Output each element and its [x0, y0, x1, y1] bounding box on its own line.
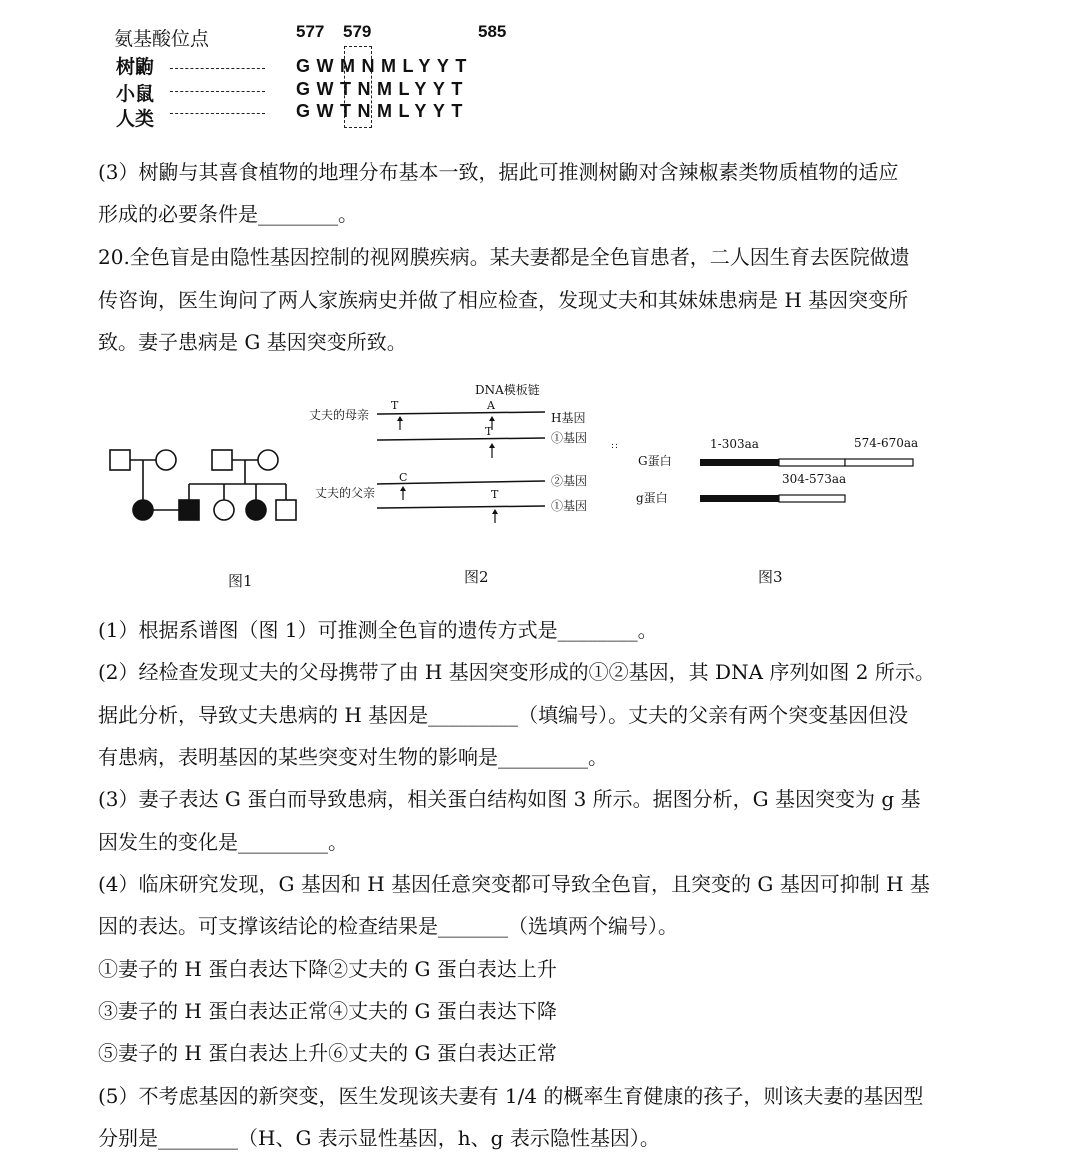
q20-intro-line1: 20.全色盲是由隐性基因控制的视网膜疾病。某夫妻都是全色盲患者，二人因生育去医院做遗: [98, 245, 910, 269]
gene1-label-top: ①基因: [551, 431, 588, 445]
h-gene-label: H基因: [551, 411, 586, 425]
dna-strand-figure: [305, 378, 625, 528]
figure3-caption: 图3: [758, 568, 783, 586]
pedigree-sibling-male-unaffected: [276, 500, 296, 520]
gene1-label-bottom: ①基因: [551, 499, 588, 513]
g-protein-segment-1: [700, 495, 779, 502]
base-T-mother: T: [391, 399, 399, 412]
sequence-mouse: GWTNMLYYT: [296, 79, 469, 99]
position-585: 585: [478, 22, 507, 41]
species-label-mouse: 小鼠: [116, 83, 155, 105]
q19-3-line2: 形成的必要条件是________。: [98, 202, 358, 226]
q20-4-options-5-6: ⑤妻子的 H 蛋白表达上升⑥丈夫的 G 蛋白表达正常: [98, 1041, 557, 1065]
figure2-title: DNA模板链: [475, 383, 540, 397]
figure1-caption: 图1: [228, 572, 253, 590]
gene1-strand-father: [377, 506, 545, 508]
g-protein-segment-2: [779, 495, 845, 502]
G-protein-segment-3: [845, 459, 913, 466]
q20-4-options-3-4: ③妻子的 H 蛋白表达正常④丈夫的 G 蛋白表达下降: [98, 999, 557, 1023]
pedigree-husband-affected: [179, 500, 199, 520]
dash-leader: [170, 91, 265, 92]
h-gene-strand: [377, 412, 545, 414]
protein-structure-figure: [632, 428, 922, 518]
pedigree-female-unaffected: [258, 450, 278, 470]
gene1-strand-mother: [377, 438, 545, 440]
q20-3-line2: 因发生的变化是_________。: [98, 830, 348, 854]
dash-leader: [170, 68, 265, 69]
q20-4-line2: 因的表达。可支撑该结论的检查结果是_______（选填两个编号）。: [98, 914, 678, 938]
pedigree-wife-affected: [133, 500, 153, 520]
G-protein-label: G蛋白: [638, 454, 672, 468]
g-protein-label: g蛋白: [636, 491, 668, 505]
q20-intro-line2: 传咨询，医生询问了两人家族病史并做了相应检查，发现丈夫和其妹妹患病是 H 基因突变所: [98, 288, 909, 312]
range-574-670: 574-670aa: [854, 436, 919, 450]
base-T-mutant: T: [485, 425, 493, 438]
q20-2-line1: (2）经检查发现丈夫的父母携带了由 H 基因突变形成的①②基因，其 DNA 序列如图 2 所示。: [98, 660, 935, 684]
gene2-label: ②基因: [551, 474, 588, 488]
base-C: C: [399, 471, 408, 484]
pedigree-sibling-female-unaffected: [214, 500, 234, 520]
q20-2-line2: 据此分析，导致丈夫患病的 H 基因是_________（填编号）。丈夫的父亲有两个突变基因但没: [98, 703, 909, 727]
sequence-human: GWTNMLYYT: [296, 101, 469, 121]
mother-label: 丈夫的母亲: [309, 408, 370, 422]
species-label-tree-shrew: 树鼩: [116, 56, 155, 78]
G-protein-segment-2: [779, 459, 845, 466]
pedigree-figure: [100, 440, 310, 530]
base-A: A: [487, 399, 495, 412]
dash-leader: [170, 113, 265, 114]
base-T-father: T: [491, 488, 499, 501]
range-1-303: 1-303aa: [710, 437, 759, 451]
pedigree-sister-affected: [246, 500, 266, 520]
position-579: 579: [343, 22, 372, 41]
q20-1: (1）根据系谱图（图 1）可推测全色盲的遗传方式是________。: [98, 618, 658, 642]
position-577: 577: [296, 22, 325, 41]
q20-4-options-1-2: ①妻子的 H 蛋白表达下降②丈夫的 G 蛋白表达上升: [98, 957, 557, 981]
sequence-tree-shrew: GWMNMLYYT: [296, 56, 473, 76]
amino-acid-site-label: 氨基酸位点: [114, 28, 210, 50]
species-label-human: 人类: [116, 108, 155, 130]
q20-3-line1: (3）妻子表达 G 蛋白而导致患病，相关蛋白结构如图 3 所示。据图分析，G 基因突变为 g 基: [98, 787, 921, 811]
pedigree-male-unaffected: [212, 450, 232, 470]
q19-3-line1: (3）树鼩与其喜食植物的地理分布基本一致，据此可推测树鼩对含辣椒素类物质植物的适应: [98, 160, 899, 184]
separator-dots: ::: [611, 441, 620, 451]
father-label: 丈夫的父亲: [315, 486, 376, 500]
figure2-caption: 图2: [464, 568, 489, 586]
G-protein-segment-1: [700, 459, 779, 466]
pedigree-female-unaffected: [156, 450, 176, 470]
pedigree-male-unaffected: [110, 450, 130, 470]
q20-2-line3: 有患病，表明基因的某些突变对生物的影响是_________。: [98, 745, 608, 769]
range-304-573: 304-573aa: [782, 472, 847, 486]
q20-5-line1: (5）不考虑基因的新突变，医生发现该夫妻有 1/4 的概率生育健康的孩子，则该夫妻的基因型: [98, 1084, 924, 1108]
q20-intro-line3: 致。妻子患病是 G 基因突变所致。: [98, 330, 407, 354]
q20-4-line1: (4）临床研究发现，G 基因和 H 基因任意突变都可导致全色盲，且突变的 G 基因可抑制 H 基: [98, 872, 930, 896]
q20-5-line2: 分别是________（H、G 表示显性基因，h、g 表示隐性基因）。: [98, 1126, 660, 1150]
